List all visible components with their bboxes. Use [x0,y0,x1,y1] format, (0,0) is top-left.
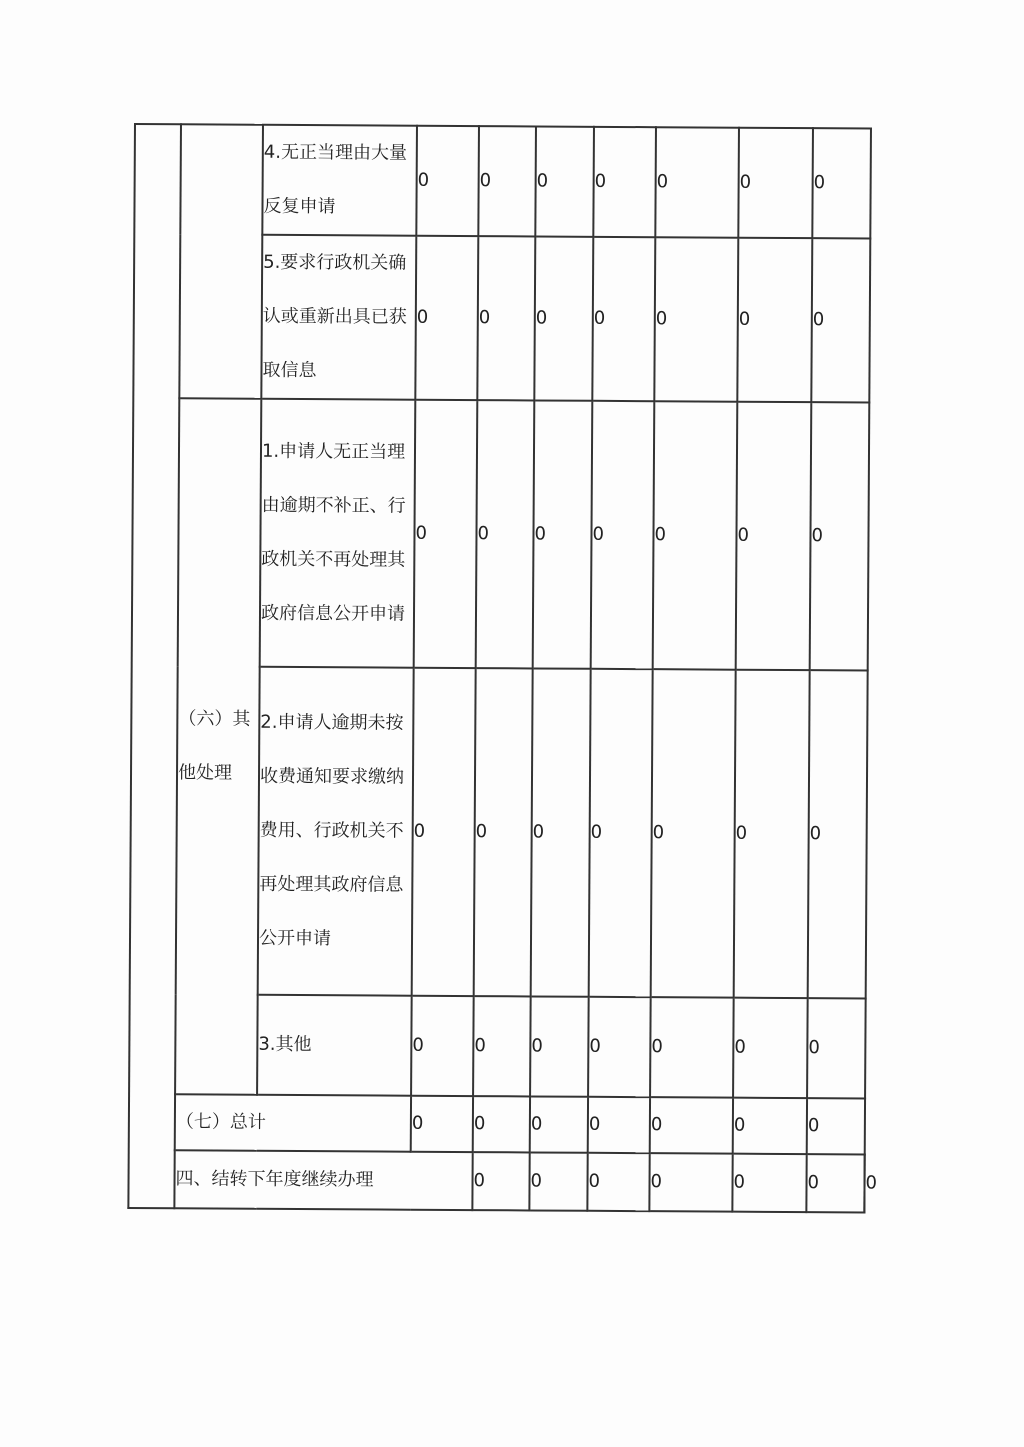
value-cell: 0 [806,1154,864,1212]
value-cell: 0 [733,1098,807,1154]
value-cell: 0 [589,669,653,997]
value-cell: 0 [414,400,478,668]
value-cell: 0 [734,670,810,998]
value-cell: 0 [592,237,655,401]
value-cell: 0 [811,238,870,402]
value-cell: 0 [416,126,479,236]
value-cell: 0 [654,237,738,402]
value-cell: 0 [411,1096,473,1152]
value-cell: 0 [736,402,812,670]
value-cell: 0 [531,668,591,996]
value-cell: 0 [732,1154,806,1212]
value-cell: 0 [472,1152,529,1210]
group-label-other-handling: （六）其他处理 [175,398,261,1094]
value-cell: 0 [588,997,651,1097]
value-cell: 0 [591,401,655,669]
subcategory-cell [179,124,263,398]
value-cell: 0 [476,400,535,668]
value-cell: 0 [529,1152,587,1210]
value-cell: 0 [587,1153,649,1211]
value-cell: 0 [650,1097,733,1154]
value-cell: 0 [807,1098,865,1154]
total-label: （七）总计 [175,1094,411,1151]
statistics-table [127,123,878,1213]
value-cell: 0 [650,997,734,1098]
row-label: 2.申请人逾期未按收费通知要求缴纳费用、行政机关不再处理其政府信息公开申请 [258,667,414,996]
value-cell: 0 [477,236,535,400]
table-row [132,398,870,670]
value-cell: 0 [649,1153,732,1212]
value-cell: 0 [588,1097,650,1153]
value-cell: 0 [474,668,533,996]
row-label: 5.要求行政机关确认或重新出具已获取信息 [261,235,416,400]
outer-category-cell [128,124,181,1208]
row-label: 3.其他 [257,995,412,1096]
table-row [128,1150,864,1212]
value-cell: 0 [808,670,868,998]
value-cell: 0 [530,996,589,1096]
value-cell: 0 [473,996,531,1096]
value-cell: 0 [478,126,536,236]
value-cell: 0 [733,998,808,1098]
row-label: 1.申请人无正当理由逾期不补正、行政机关不再处理其政府信息公开申请 [260,399,416,668]
value-cell: 0 [807,998,866,1098]
row-label: 4.无正当理由大量反复申请 [262,125,417,236]
value-cell: 0 [535,126,594,236]
value-cell: 0 [593,127,656,237]
value-cell: 0 [812,128,871,238]
value-cell: 0 [530,1096,588,1152]
value-cell: 0 [651,669,736,998]
carry-over-label: 四、结转下年度继续办理 [174,1150,472,1210]
value-cell: 0 [655,127,739,238]
value-cell: 0 [737,238,812,402]
value-cell: 0 [738,128,813,238]
value-cell: 0 [534,236,593,400]
value-cell: 0 [412,668,476,996]
value-cell: 0 [810,402,870,670]
value-cell: 0 [415,236,478,400]
value-cell: 0 [411,996,474,1096]
value-cell: 0 [533,400,593,668]
table-row [134,124,871,238]
value-cell: 0 [473,1096,530,1152]
table-row [129,1094,865,1154]
value-cell: 0 [653,401,738,670]
